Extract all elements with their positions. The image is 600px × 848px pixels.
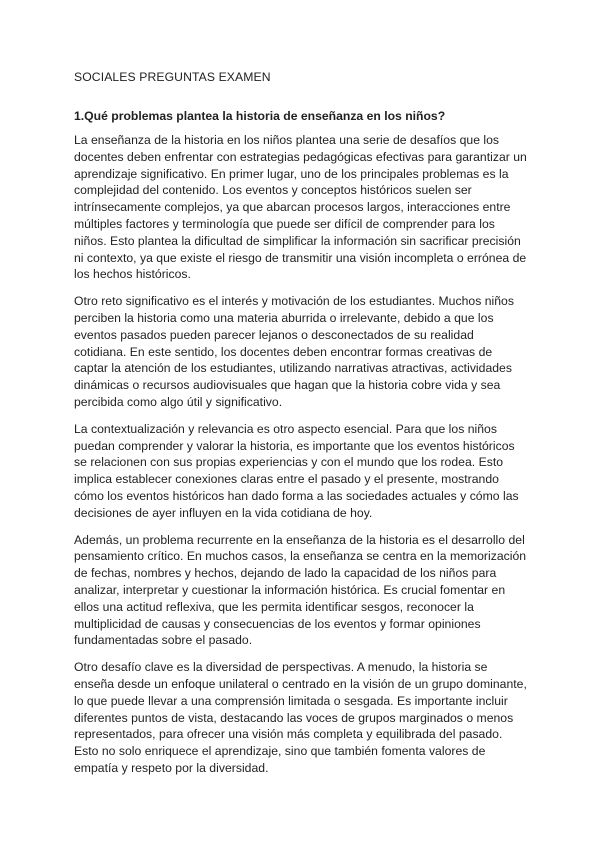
paragraph: Además, un problema recurrente en la enseñanza de la historia es el desarrollo del pensamiento crítico. En muchos casos, la enseñanza se centra en la memorización de fechas, nombres y hechos, dejando de lado la capacidad de los niños para analizar, interpretar y cuestionar la información histórica. Es crucial fomentar en ellos una actitud reflexiva, que les permita identificar sesgos, reconocer la multiplicidad de causas y consecuencias de los eventos y formar opiniones fundamentadas sobre el pasado. — [74, 532, 527, 648]
question-heading: 1.Qué problemas plantea la historia de enseñanza en los niños? — [74, 109, 446, 123]
paragraph: La enseñanza de la historia en los niños plantea una serie de desafíos que los docentes deben enfrentar con estrategias pedagógicas efectivas para garantizar un aprendizaje significativo. En primer lugar, uno de los principales problemas es la complejidad del contenido. Los eventos y conceptos históricos suelen ser intrínsecamente complejos, ya que abarcan procesos largos, interacciones entre múltiples factores y terminología que puede ser difícil de comprender para los niños. Esto plantea la dificultad de simplificar la información sin sacrificar precisión ni contexto, ya que existe el riesgo de transmitir una visión incompleta o errónea de los hechos históricos. — [74, 133, 527, 282]
paragraph: Otro desafío clave es la diversidad de perspectivas. A menudo, la historia se enseña desde un enfoque unilateral o centrado en la visión de un grupo dominante, lo que puede llevar a una comprensión limitada o sesgada. Es importante incluir diferentes puntos de vista, destacando las voces de grupos marginados o menos representados, para ofrecer una visión más completa y equilibrada del pasado. Esto no solo enriquece el aprendizaje, sino que también fomenta valores de empatía y respeto por la diversidad. — [74, 660, 527, 775]
paragraph: Otro reto significativo es el interés y motivación de los estudiantes. Muchos niños perciben la historia como una materia aburrida o irrelevante, debido a que los eventos pasados pueden parecer lejanos o desconectados de su realidad cotidiana. En este sentido, los docentes deben encontrar formas creativas de captar la atención de los estudiantes, utilizando narrativas atractivas, actividades dinámicas o recursos audiovisuales que hagan que la historia cobre vida y sea percibida como algo útil y significativo. — [74, 294, 514, 409]
paragraph: La contextualización y relevancia es otro aspecto esencial. Para que los niños puedan comprender y valorar la historia, es importante que los eventos históricos se relacionen con sus propias experiencias y con el mundo que los rodea. Esto implica establecer conexiones claras entre el pasado y el presente, mostrando cómo los eventos históricos han dado forma a las sociedades actuales y cómo las decisiones de ayer influyen en la vida cotidiana de hoy. — [74, 421, 519, 520]
document-title: SOCIALES PREGUNTAS EXAMEN — [74, 70, 271, 84]
